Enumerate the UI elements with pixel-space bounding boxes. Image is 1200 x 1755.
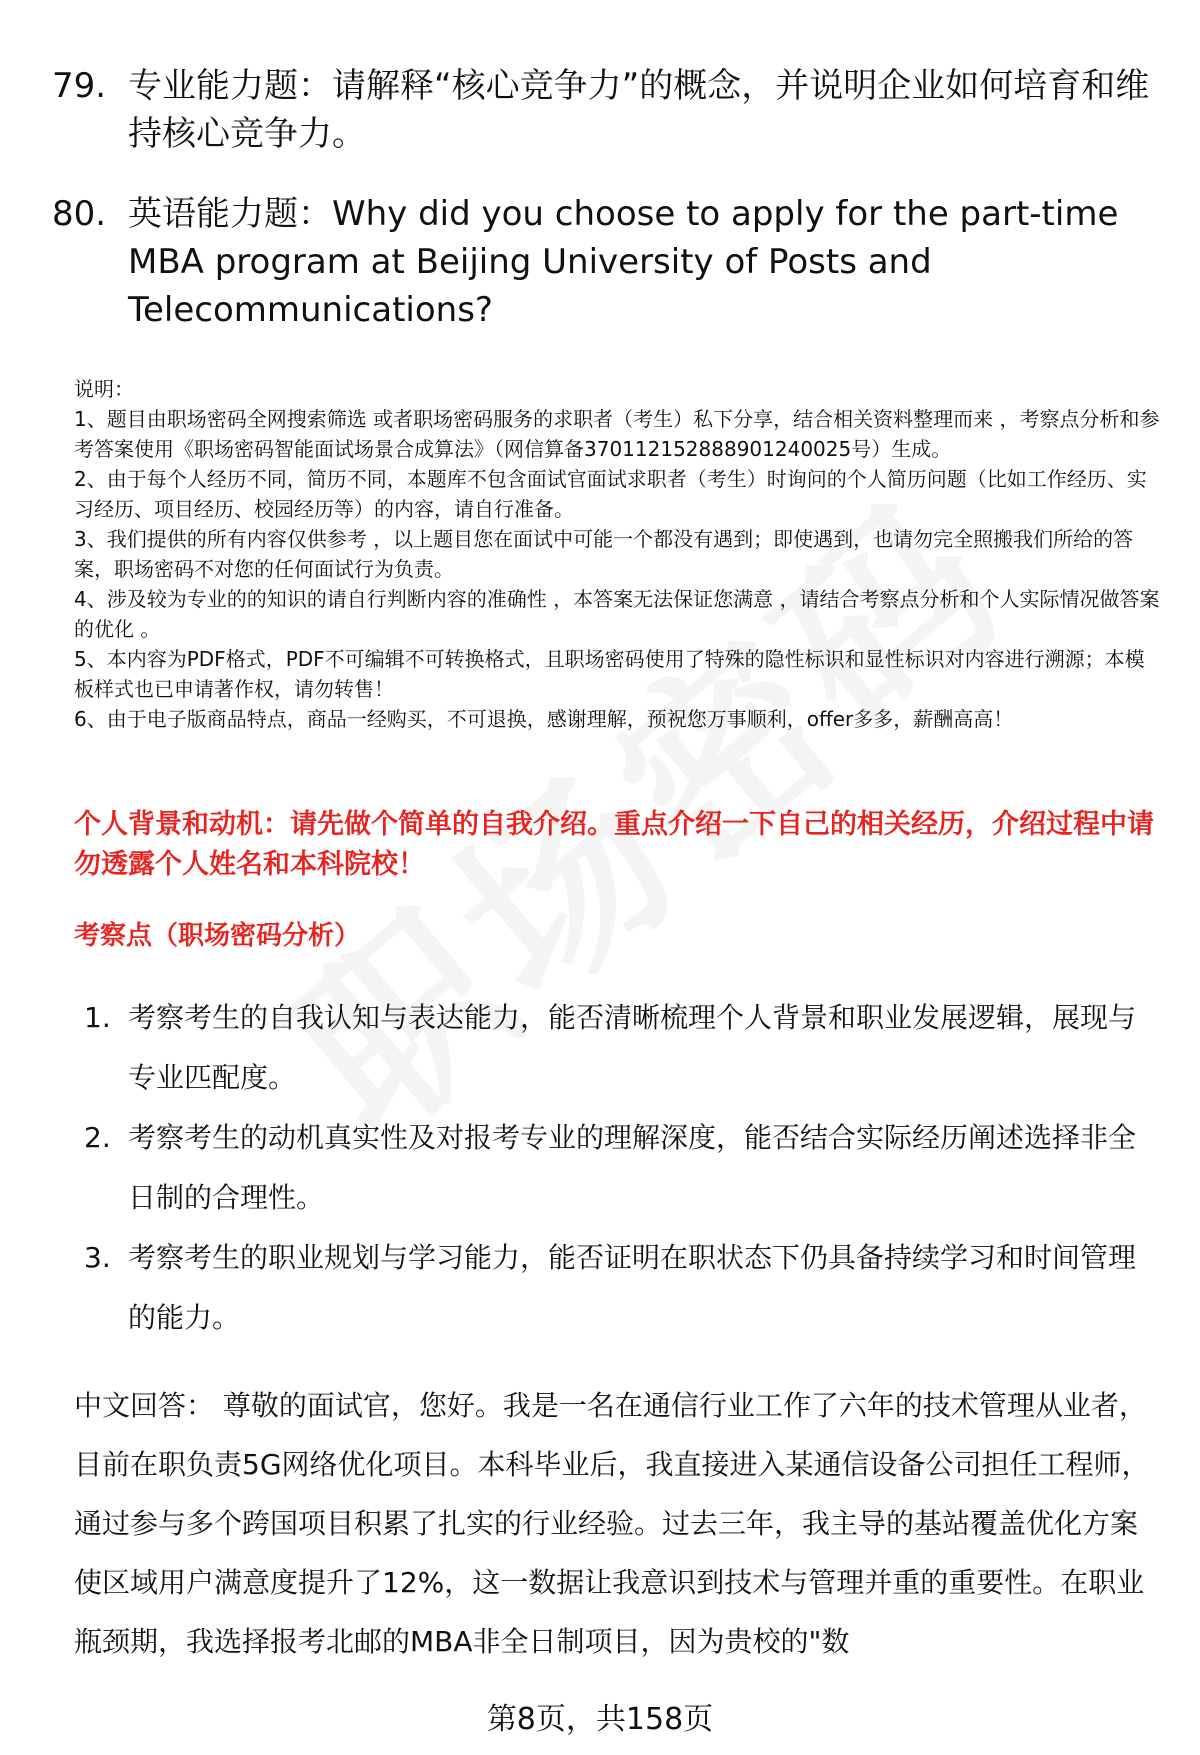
note-item: 3、我们提供的所有内容仅供参考 ，以上题目您在面试中可能一个都没有遇到；即使遇到，也请勿完全照搬我们所给的答案，职场密码不对您的任何面试行为负责。 — [74, 527, 1134, 581]
answer-paragraph: 中文回答： 尊敬的面试官，您好。我是一名在通信行业工作了六年的技术管理从业者，目前在职负责5G网络优化项目。本科毕业后，我直接进入某通信设备公司担任工程师，通过参与多个跨国项目积累了扎实的行业经验。过去三年，我主导的基站覆盖优化方案使区域用户满意度提升了12%，这一数据让我意识到技术与管理并重的重要性。在职业瓶颈期，我选择报考北邮的MBA非全日制项目，因为贵校的"数 — [74, 1389, 1150, 1658]
point-number: 1. — [84, 1001, 111, 1034]
kaocha-point — [80, 1108, 1160, 1228]
kaocha-point — [80, 1228, 1160, 1348]
kaocha-point — [80, 988, 1160, 1108]
kaocha-points — [80, 988, 1160, 1348]
note-item: 4、涉及较为专业的的知识的请自行判断内容的准确性 ，本答案无法保证您满意 ，请结合考察点分析和个人实际情况做答案的优化 。 — [74, 587, 1160, 641]
page-footer: 第8页，共158页 — [486, 1702, 714, 1737]
point-text: 考察考生的动机真实性及对报考专业的理解深度，能否结合实际经历阐述选择非全日制的合理性。 — [128, 1121, 1137, 1214]
question-number: 80. — [52, 194, 107, 234]
notes — [74, 374, 1160, 734]
question-number: 79. — [52, 66, 107, 106]
kaocha-title: 考察点（职场密码分析） — [74, 921, 361, 951]
point-text: 考察考生的自我认知与表达能力，能否清晰梳理个人背景和职业发展逻辑，展现与专业匹配度。 — [128, 1001, 1137, 1094]
question-80 — [52, 190, 1162, 334]
point-number: 2. — [84, 1121, 111, 1154]
question-text: 专业能力题：请解释“核心竞争力”的概念，并说明企业如何培育和维持核心竞争力。 — [128, 66, 1150, 154]
notes-title: 说明： — [74, 377, 134, 401]
section-title: 个人背景和动机：请先做个简单的自我介绍。重点介绍一下自己的相关经历，介绍过程中请勿透露个人姓名和本科院校！ — [74, 809, 1154, 880]
point-text: 考察考生的职业规划与学习能力，能否证明在职状态下仍具备持续学习和时间管理的能力。 — [128, 1241, 1137, 1334]
note-item: 2、由于每个人经历不同，简历不同，本题库不包含面试官面试求职者（考生）时询问的个人简历问题（比如工作经历、实习经历、项目经历、校园经历等）的内容，请自行准备。 — [74, 467, 1147, 521]
note-item: 5、本内容为PDF格式，PDF不可编辑不可转换格式，且职场密码使用了特殊的隐性标识和显性标识对内容进行溯源；本模板样式也已申请著作权，请勿转售！ — [74, 647, 1145, 701]
question-text: 英语能力题：Why did you choose to apply for the part-time MBA program at Beijing University of Posts and Telecommunications? — [128, 194, 1119, 330]
point-number: 3. — [84, 1241, 111, 1274]
question-79 — [52, 62, 1162, 158]
note-item: 1、题目由职场密码全网搜索筛选 或者职场密码服务的求职者（考生）私下分享，结合相关资料整理而来 ，考察点分析和参考答案使用《职场密码智能面试场景合成算法》（网信算备370112152888901240025号）生成。 — [74, 407, 1160, 461]
note-item: 6、由于电子版商品特点，商品一经购买，不可退换，感谢理解，预祝您万事顺利，offer多多，薪酬高高！ — [74, 707, 1014, 731]
